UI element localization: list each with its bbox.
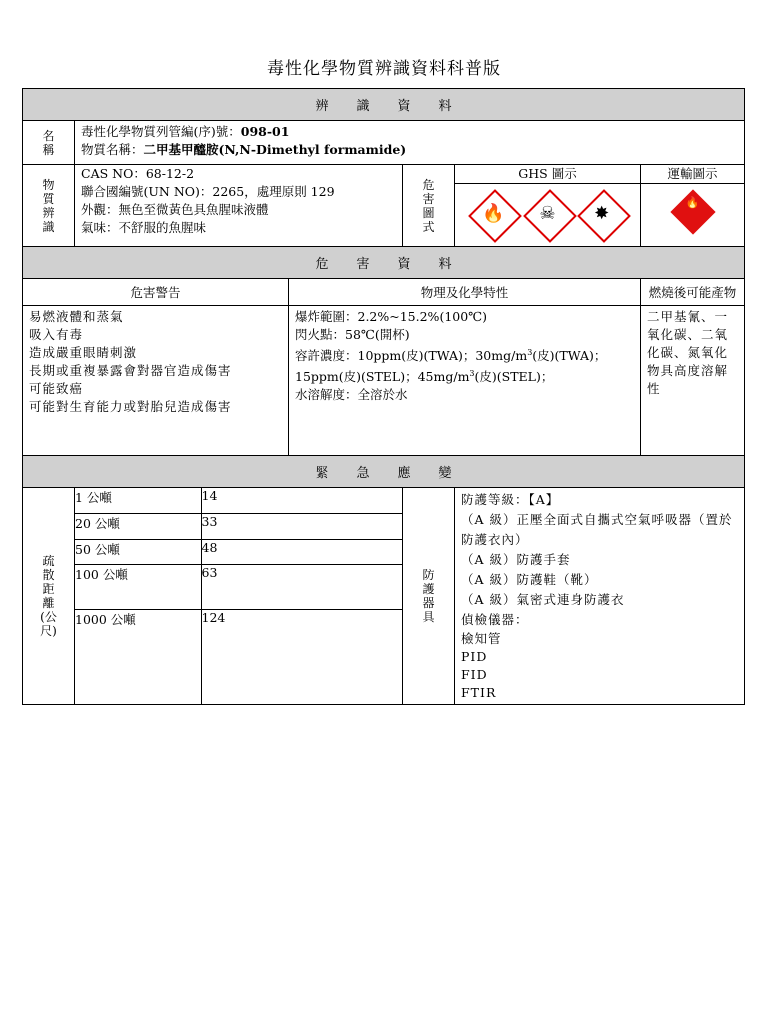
name-label: 名 稱 [23, 121, 75, 165]
section-identification-header: 辨 識 資 料 [23, 89, 745, 121]
protection-label: 防 護 器 具 [403, 488, 455, 705]
table-row: 1 公噸 14 [75, 488, 402, 514]
protection-item: （A 級）氣密式連身防護衣 [461, 592, 625, 607]
evacuation-table [75, 488, 403, 705]
skull-crossbones-icon: ☠ [524, 190, 572, 238]
section-emergency-header: 緊 急 應 變 [23, 456, 745, 488]
msds-table [22, 88, 745, 705]
evacuation-label: 疏 散 距 離 (公 尺) [23, 488, 75, 705]
table-row: 50 公噸 48 [75, 539, 402, 565]
pictogram-label: 危 害 圖 式 [403, 165, 455, 247]
flammable-liquid-class3-icon: 🔥 [669, 188, 717, 236]
health-hazard-icon: ✸ [578, 190, 626, 238]
combustion-products: 二甲基氰、一氧化碳、二氧化碳、氮氧化物具高度溶解性 [641, 306, 745, 456]
identification-label: 物 質 辨 識 [23, 165, 75, 247]
physchem-properties [289, 306, 641, 456]
section-hazard-header: 危 害 資 料 [23, 247, 745, 279]
name-content: 毒性化學物質列管編(序)號：098-01 物質名稱：二甲基甲醯胺(N,N-Dimethyl formamide) [75, 121, 745, 165]
table-row: 100 公噸 63 [75, 565, 402, 610]
document-title: 毒性化學物質辨識資料科普版 [267, 59, 501, 79]
protection-item: （A 級）防護手套 [461, 552, 571, 567]
un-number: 聯合國編號(UN NO)：2265，處理原則 129 [81, 184, 335, 199]
detector-item: FID [461, 667, 488, 682]
appearance: 外觀：無色至微黃色具魚腥味液體 [81, 202, 269, 217]
flame-icon: 🔥 [469, 190, 517, 238]
protection-level: 防護等級：【A】 [461, 492, 560, 507]
exposure-limit: 容許濃度：10ppm(皮)(TWA)；$30mg/m^3$(皮)(TWA)； [295, 348, 607, 364]
detector-item: FTIR [461, 685, 497, 700]
detector-title: 偵檢儀器： [461, 612, 529, 627]
warning-item: 可能對生育能力或對胎兒造成傷害 [29, 399, 232, 414]
exposure-limit-stel: 15ppm(皮)(STEL)；$45mg/m^3$(皮)(STEL)； [295, 369, 554, 385]
warning-item: 長期或重複暴露會對器官造成傷害 [29, 363, 232, 378]
solubility: 水溶解度：全溶於水 [295, 387, 408, 403]
explosive-range: 爆炸範圍：2.2%~15.2%(100℃) [295, 309, 488, 324]
physchem-header: 物理及化學特性 [289, 279, 641, 306]
table-row: 20 公噸 33 [75, 514, 402, 540]
warning-item: 吸入有毒 [29, 327, 84, 342]
warning-item: 可能致癌 [29, 381, 84, 396]
identification-content [75, 165, 403, 247]
table-row: 1000 公噸 124 [75, 610, 402, 704]
detector-item: 檢知管 [461, 631, 502, 646]
combustion-header: 燃燒後可能產物 [641, 279, 745, 306]
odor: 氣味：不舒服的魚腥味 [81, 220, 207, 235]
protection-item: （A 級）正壓全面式自攜式空氣呼吸器（置於防護衣內） [461, 512, 733, 547]
cas-number: CAS NO：68-12-2 [81, 166, 195, 181]
detector-item: PID [461, 649, 488, 664]
transport-pictogram [641, 165, 745, 247]
warning-item: 造成嚴重眼睛刺激 [29, 345, 138, 360]
protection-equipment [455, 488, 745, 705]
flash-point: 閃火點：58℃(開杯) [295, 327, 410, 342]
hazard-warnings [23, 306, 289, 456]
ghs-header: GHS 圖示 [455, 165, 640, 184]
warning-item: 易燃液體和蒸氣 [29, 309, 124, 324]
ghs-pictograms [455, 165, 641, 247]
transport-header: 運輸圖示 [641, 165, 744, 184]
protection-item: （A 級）防護鞋（靴） [461, 572, 598, 587]
hazard-warning-header: 危害警告 [23, 279, 289, 306]
